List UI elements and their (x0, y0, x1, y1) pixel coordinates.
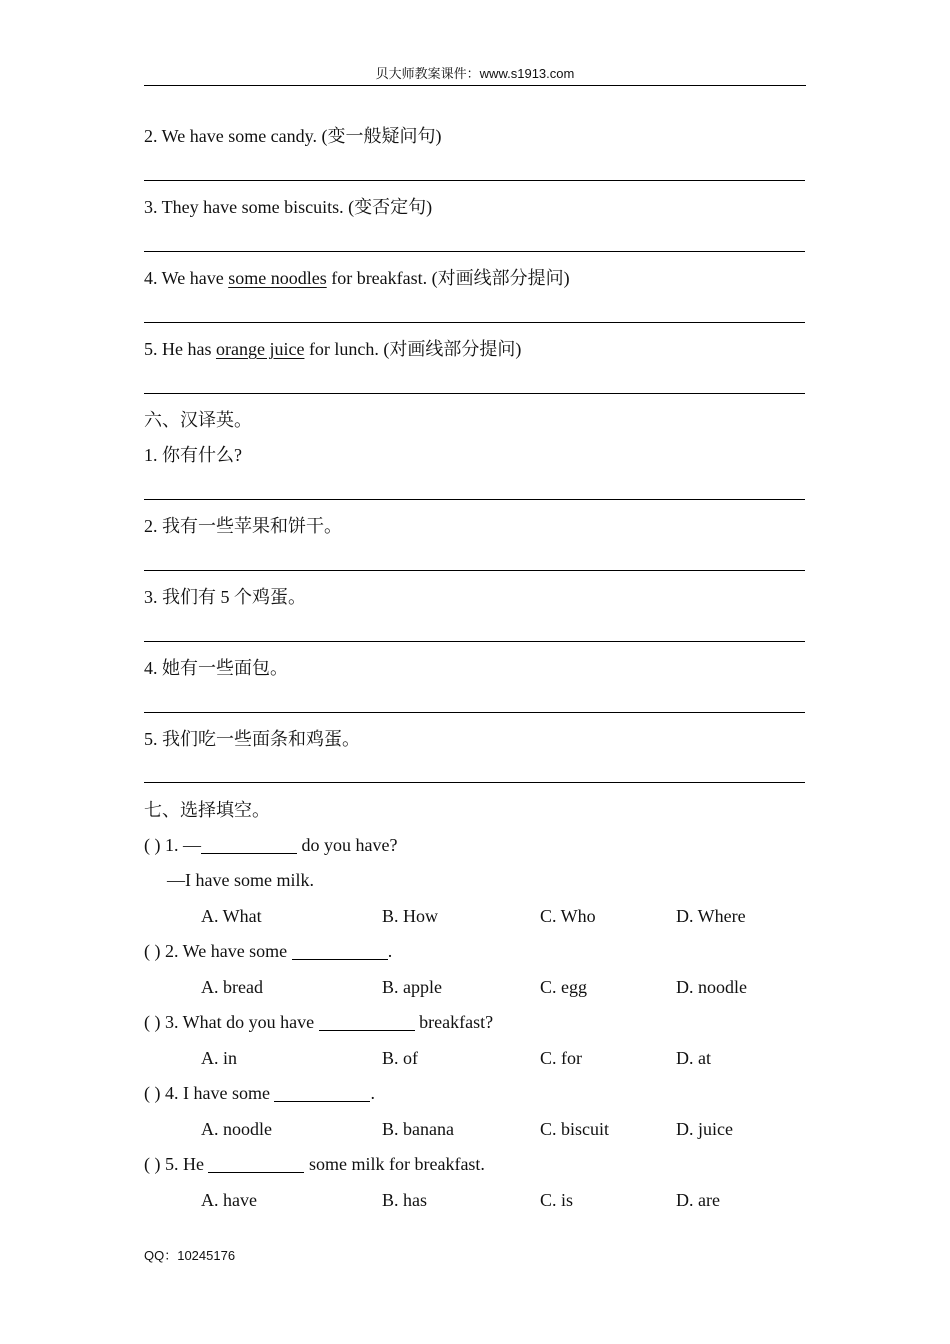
option-a: A. have (201, 1190, 257, 1210)
option-a: A. in (201, 1048, 237, 1068)
option-c: C. is (540, 1190, 574, 1210)
answer-line (144, 251, 805, 252)
fill-blank[interactable] (319, 1012, 415, 1031)
option-b: B. has (382, 1190, 427, 1210)
s5-item-5-post: for lunch. (对画线部分提问) (304, 339, 522, 359)
page-footer: QQ：10245176 (144, 1248, 236, 1263)
option-b: B. banana (382, 1119, 454, 1139)
answer-line (144, 180, 805, 181)
underlined-phrase: orange juice (215, 339, 305, 359)
q1-reply: —I have some milk. (167, 870, 314, 890)
option-c: C. for (540, 1048, 582, 1068)
option-b: B. apple (382, 977, 442, 997)
answer-line (144, 782, 805, 783)
option-d: D. noodle (676, 977, 747, 997)
option-a: A. noodle (201, 1119, 272, 1139)
q3-pre: ( ) 3. What do you have (144, 1012, 319, 1032)
s6-item-4: 4. 她有一些面包。 (144, 658, 288, 678)
q4-post: . (370, 1083, 375, 1103)
q5-post: some milk for breakfast. (304, 1154, 485, 1174)
section7-title: 七、选择填空。 (144, 800, 270, 820)
s6-item-2: 2. 我有一些苹果和饼干。 (144, 516, 342, 536)
fill-blank[interactable] (208, 1154, 304, 1173)
option-c: C. Who (540, 906, 596, 926)
fill-blank[interactable] (292, 941, 388, 960)
section6-title: 六、汉译英。 (144, 410, 252, 430)
s7-question-1 (144, 833, 397, 857)
underlined-phrase: some noodles (228, 268, 327, 288)
q2-post: . (387, 941, 393, 961)
q4-pre: ( ) 4. I have some (144, 1083, 275, 1103)
answer-line (144, 570, 805, 571)
option-d: D. are (676, 1190, 720, 1210)
answer-line (144, 712, 805, 713)
s5-item-4 (144, 266, 570, 290)
option-c: C. biscuit (540, 1119, 610, 1139)
answer-line (144, 641, 805, 642)
s6-item-5: 5. 我们吃一些面条和鸡蛋。 (144, 729, 360, 749)
fill-blank[interactable] (201, 835, 297, 854)
option-b: B. of (382, 1048, 418, 1068)
q1-pre: ( ) 1. — (144, 835, 201, 855)
option-b: B. How (382, 906, 439, 926)
s6-item-1: 1. 你有什么? (144, 445, 242, 465)
answer-line (144, 393, 805, 394)
s5-item-5 (144, 337, 521, 361)
option-d: D. at (676, 1048, 711, 1068)
s5-item-4-pre: 4. We have (144, 268, 229, 288)
option-d: D. juice (676, 1119, 733, 1139)
s5-item-2: 2. We have some candy. (变一般疑问句) (144, 126, 442, 146)
answer-line (144, 322, 805, 323)
q1-post: do you have? (297, 835, 398, 855)
s5-item-3: 3. They have some biscuits. (变否定句) (144, 197, 433, 217)
s6-item-3: 3. 我们有 5 个鸡蛋。 (144, 587, 306, 607)
header-divider (144, 85, 806, 86)
s7-question-2 (144, 939, 392, 963)
q2-pre: ( ) 2. We have some (144, 941, 292, 961)
s7-question-5 (144, 1152, 485, 1176)
page-header: 贝大师教案课件：www.s1913.com (375, 66, 575, 81)
option-a: A. bread (201, 977, 263, 997)
q5-pre: ( ) 5. He (144, 1154, 209, 1174)
q3-post: breakfast? (414, 1012, 494, 1032)
s7-question-4 (144, 1081, 375, 1105)
s7-question-3 (144, 1010, 493, 1034)
s5-item-4-post: for breakfast. (对画线部分提问) (326, 268, 570, 288)
answer-line (144, 499, 805, 500)
option-d: D. Where (676, 906, 746, 926)
fill-blank[interactable] (274, 1083, 370, 1102)
option-c: C. egg (540, 977, 587, 997)
s5-item-5-pre: 5. He has (144, 339, 216, 359)
option-a: A. What (201, 906, 262, 926)
